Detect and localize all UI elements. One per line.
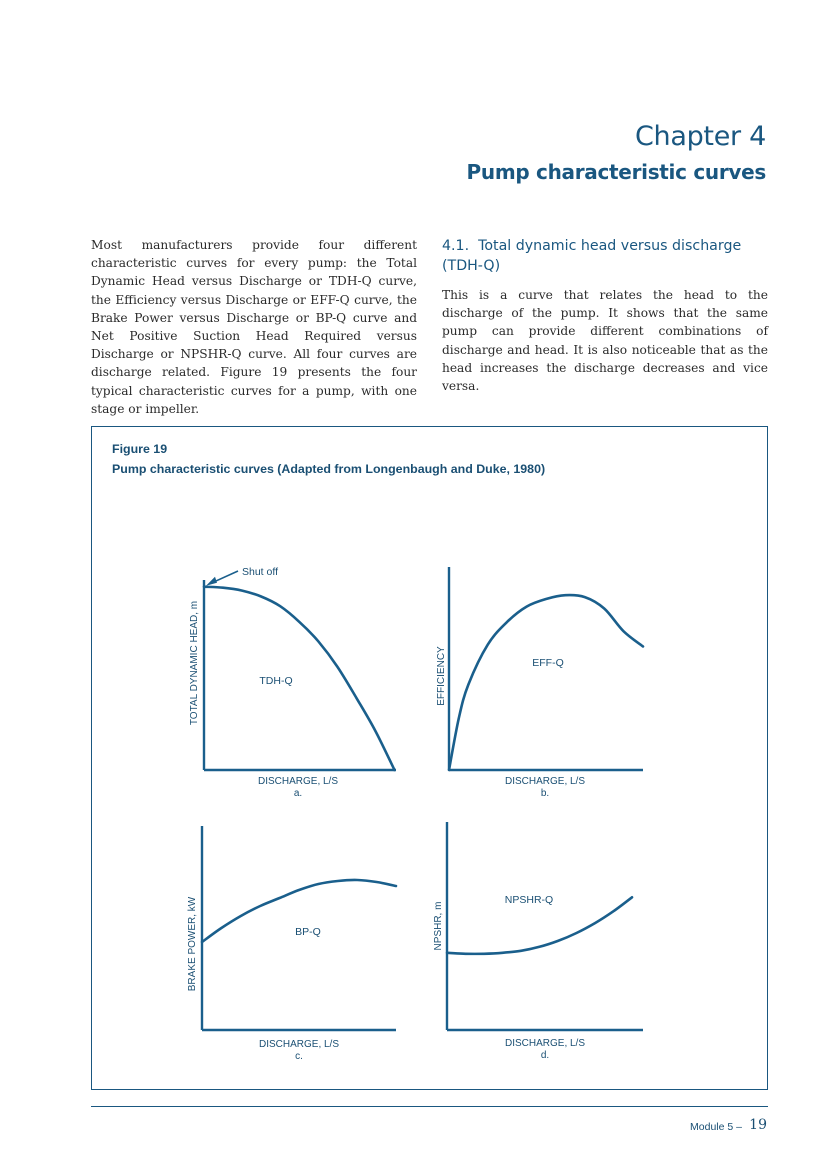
panel-b-curve-label: EFF-Q (532, 657, 564, 669)
panel-a-curve-label: TDH-Q (259, 675, 293, 687)
panel-b-curve (449, 595, 643, 770)
panel-d-panel-letter: d. (540, 1050, 550, 1061)
panel-a-x-label: DISCHARGE, L/S (257, 776, 339, 787)
figure-label: Figure 19 (112, 442, 168, 456)
figure-caption: Pump characteristic curves (Adapted from Longenbaugh and Duke, 1980) (112, 462, 546, 476)
panel-c-y-label: BRAKE POWER, kW (187, 896, 198, 992)
panel-c-panel-letter: c. (295, 1051, 303, 1062)
panel-b-y-label: EFFICIENCY (436, 646, 447, 706)
panel-d-y-label: NPSHR, m (433, 901, 444, 951)
section-title: Total dynamic head versus discharge (TDH-Q) (442, 238, 742, 274)
intro-paragraph: Most manufacturers provide four different characteristic curves for every pump: the Total Dynamic Head versus Discharge or TDH-Q curve, the Efficiency versus Discharge or EFF-Q curve, the Brake Power versus Discharge or BP-Q curve and Net Positive Suction Head Required versus Discharge or NPSHR-Q curve. All four curves are discharge related. Figure 19 presents the four typical characteristic curves for a pump, with one stage or impeller. (91, 238, 417, 416)
panel-c-x-label: DISCHARGE, L/S (258, 1039, 340, 1050)
page-number: 19 (749, 1117, 767, 1133)
panel-c-curve-label: BP-Q (295, 926, 321, 938)
panel-d-x-label: DISCHARGE, L/S (504, 1038, 586, 1049)
panel-a-y-label: TOTAL DYNAMIC HEAD, m (189, 600, 200, 726)
panel-a-curve (204, 587, 395, 770)
panel-b-x-label: DISCHARGE, L/S (504, 776, 586, 787)
shut-off-arrowhead-icon (206, 577, 217, 586)
panel-d-curve-label: NPSHR-Q (504, 894, 554, 906)
panel-a-panel-letter: a. (293, 788, 303, 799)
panel-b-panel-letter: b. (540, 788, 550, 799)
section-number: 4.1. (442, 238, 470, 254)
footer-rule (91, 1106, 768, 1107)
footer-module-label: Module 5 – (690, 1121, 742, 1133)
section-paragraph: This is a curve that relates the head to the discharge of the pump. It shows that the same pump can provide different combinations of discharge and head. It is also noticeable that as the head increases the discharge decreases and vice versa. (442, 288, 768, 394)
shut-off-label: Shut off (242, 566, 279, 578)
chapter-subtitle: Pump characteristic curves (466, 160, 766, 184)
chapter-title: Chapter 4 (634, 121, 766, 152)
